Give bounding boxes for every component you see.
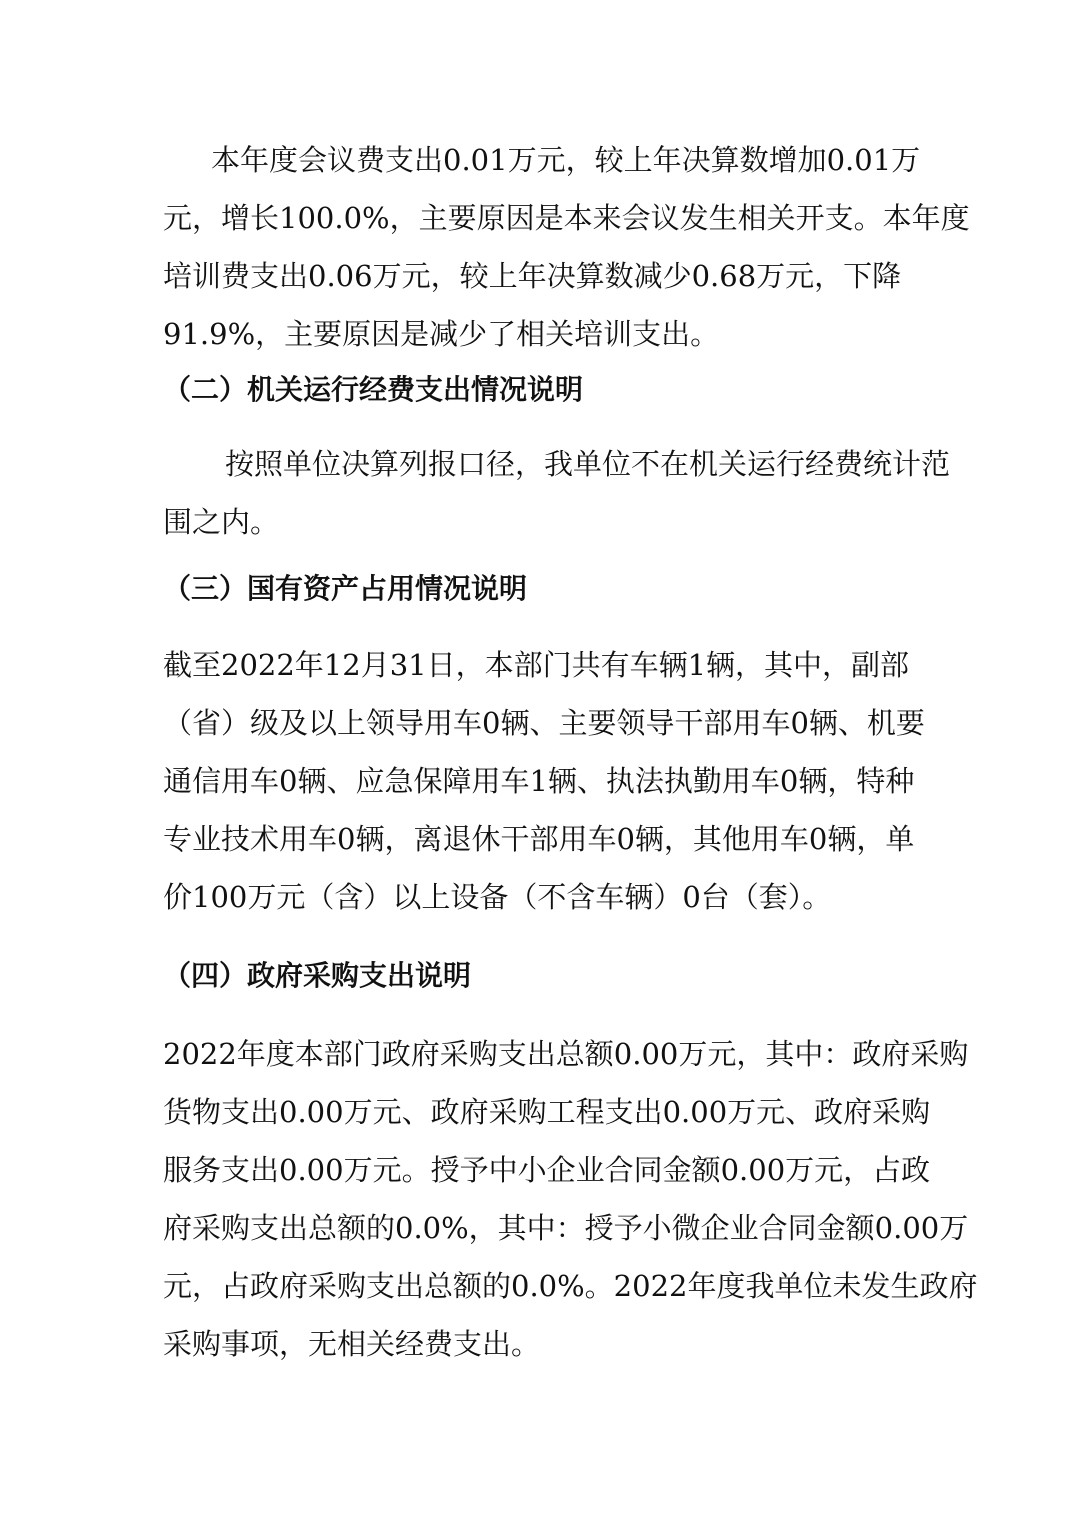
paragraph-line: 采购事项，无相关经费支出。 [163, 1327, 541, 1361]
paragraph-line: 按照单位决算列报口径，我单位不在机关运行经费统计范 [225, 447, 951, 481]
section-heading-state-assets: （三）国有资产占用情况说明 [163, 572, 528, 605]
paragraph-line: 2022年度本部门政府采购支出总额0.00万元，其中：政府采购 [163, 1037, 969, 1071]
paragraph-line: 府采购支出总额的0.0%，其中：授予小微企业合同金额0.00万 [163, 1211, 969, 1245]
paragraph-line: 围之内。 [163, 505, 280, 539]
paragraph-line: 专业技术用车0辆，离退休干部用车0辆，其他用车0辆，单 [163, 822, 915, 856]
paragraph-line: 91.9%，主要原因是减少了相关培训支出。 [163, 317, 720, 351]
section-heading-government-procurement: （四）政府采购支出说明 [163, 959, 472, 992]
paragraph-conference-training-expenses [163, 131, 970, 363]
paragraph-line: 通信用车0辆、应急保障用车1辆、执法执勤用车0辆，特种 [163, 764, 915, 798]
paragraph-line: 截至2022年12月31日，本部门共有车辆1辆，其中，副部 [163, 648, 910, 682]
paragraph-government-procurement [163, 1025, 978, 1373]
section-heading-operating-expenses: （二）机关运行经费支出情况说明 [163, 373, 584, 406]
paragraph-line: 价100万元（含）以上设备（不含车辆）0台（套）。 [163, 880, 832, 914]
paragraph-line: 货物支出0.00万元、政府采购工程支出0.00万元、政府采购 [163, 1095, 931, 1129]
paragraph-line: 元，占政府采购支出总额的0.0%。2022年度我单位未发生政府 [163, 1269, 978, 1303]
paragraph-operating-expenses [163, 435, 951, 551]
paragraph-line: （省）级及以上领导用车0辆、主要领导干部用车0辆、机要 [163, 706, 925, 740]
paragraph-line: 培训费支出0.06万元，较上年决算数减少0.68万元，下降 [163, 259, 902, 293]
paragraph-line: 元，增长100.0%，主要原因是本来会议发生相关开支。本年度 [163, 201, 970, 235]
paragraph-line: 本年度会议费支出0.01万元，较上年决算数增加0.01万 [211, 143, 921, 177]
paragraph-state-assets [163, 636, 923, 926]
paragraph-line: 服务支出0.00万元。授予中小企业合同金额0.00万元，占政 [163, 1153, 931, 1187]
